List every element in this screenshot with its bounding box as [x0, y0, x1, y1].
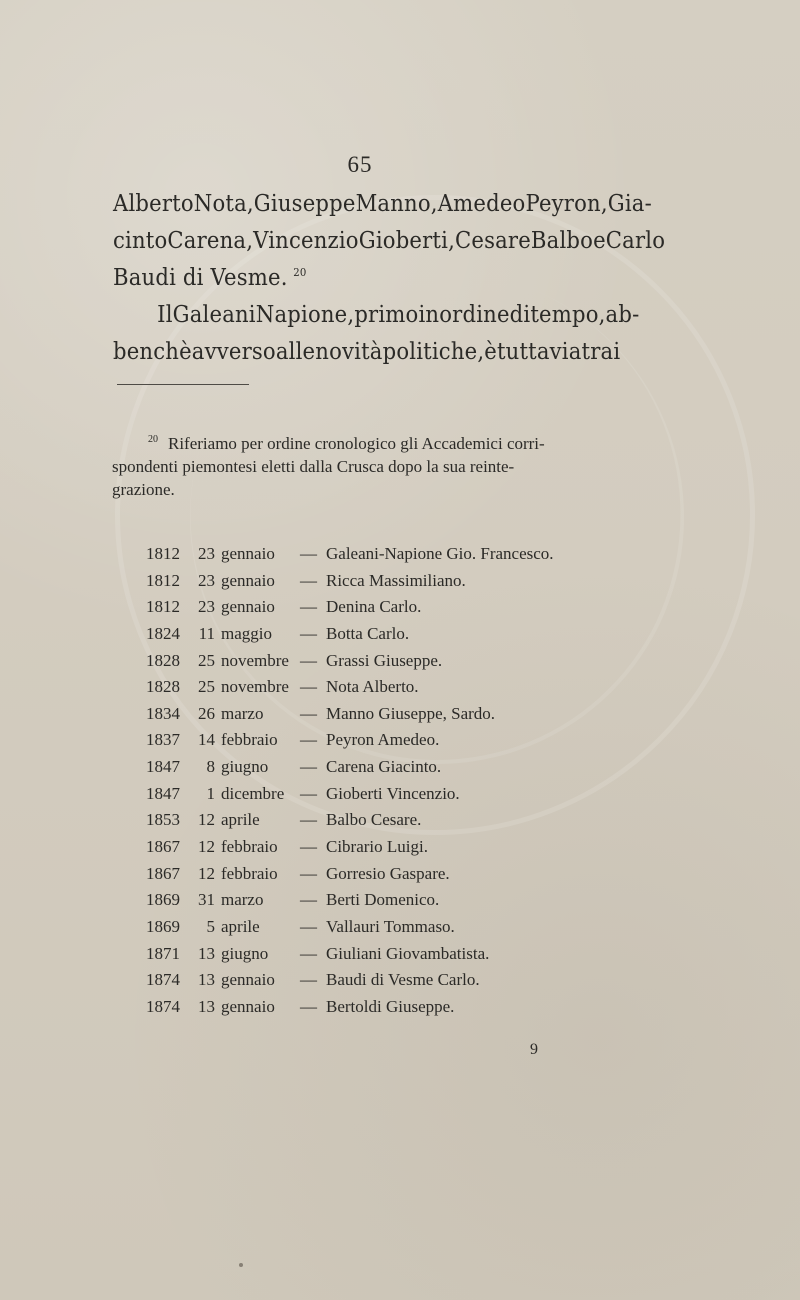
entry-year: 1869	[146, 916, 180, 936]
word: Alberto	[113, 191, 194, 217]
footnote-line-3: grazione.	[112, 480, 175, 499]
list-item	[146, 754, 616, 781]
entry-year: 1853	[146, 810, 180, 830]
list-item	[146, 834, 616, 861]
entry-dash: —	[300, 757, 317, 777]
entry-year: 1834	[146, 703, 180, 723]
entry-year: 1847	[146, 757, 180, 777]
entry-day: 14	[198, 730, 215, 750]
entry-day: 12	[198, 837, 215, 857]
entry-name: Bertoldi Giuseppe.	[326, 996, 455, 1016]
entry-month: aprile	[221, 916, 260, 936]
entry-name: Galeani-Napione Gio. Francesco.	[326, 544, 554, 563]
entry-dash: —	[300, 970, 317, 990]
entry-dash: —	[300, 703, 317, 723]
list-item	[146, 568, 616, 595]
entry-month: gennaio	[221, 597, 275, 617]
list-item	[146, 914, 616, 941]
word: Manno,	[355, 191, 438, 217]
entry-year: 1824	[146, 623, 180, 643]
word: Carlo	[605, 228, 666, 254]
entry-month: febbraio	[221, 863, 278, 883]
entry-dash: —	[300, 783, 317, 803]
entry-year: 1874	[146, 970, 180, 990]
entry-name: Botta Carlo.	[326, 623, 410, 643]
footnote-reference: 20	[293, 266, 307, 280]
word: avverso	[191, 339, 276, 365]
entry-month: febbraio	[221, 837, 278, 857]
main-line-3-text: Baudi di Vesme.	[113, 265, 288, 291]
entry-year: 1871	[146, 943, 180, 963]
entry-year: 1812	[146, 570, 180, 590]
entry-dash: —	[300, 890, 317, 910]
word: politiche,	[382, 339, 485, 365]
paper-speck	[239, 1263, 243, 1267]
word: tra	[581, 339, 614, 365]
word: Vincenzio	[253, 228, 359, 254]
entry-name: Berti Domenico.	[326, 890, 440, 910]
word: i	[613, 339, 621, 365]
list-item	[146, 674, 616, 701]
entry-name: Gorresio Gaspare.	[326, 863, 450, 883]
main-line-4	[113, 297, 640, 334]
entry-month: gennaio	[221, 570, 275, 590]
entry-year: 1812	[146, 597, 180, 617]
list-item	[146, 701, 616, 728]
entry-name: Vallauri Tommaso.	[326, 916, 455, 936]
entry-day: 12	[198, 810, 215, 830]
list-item	[146, 621, 616, 648]
entry-dash: —	[300, 996, 317, 1016]
entry-day: 12	[198, 863, 215, 883]
word: Gioberti,	[358, 228, 455, 254]
entry-day: 31	[198, 890, 215, 910]
word: Balbo	[530, 228, 594, 254]
list-item	[146, 541, 616, 568]
main-line-5	[113, 334, 621, 371]
footnote	[112, 432, 594, 501]
entry-dash: —	[300, 544, 317, 563]
entry-day: 13	[198, 996, 215, 1016]
word: ordine	[439, 302, 510, 328]
word: novità	[315, 339, 383, 365]
entry-month: marzo	[221, 890, 264, 910]
list-item	[146, 967, 616, 994]
entry-day: 23	[198, 544, 215, 563]
main-paragraph	[113, 186, 666, 371]
word: cinto	[113, 228, 168, 254]
entry-day: 13	[198, 970, 215, 990]
entry-name: Ricca Massimiliano.	[326, 570, 466, 590]
word: Nota,	[193, 191, 254, 217]
entry-day: 11	[198, 623, 215, 643]
list-item	[146, 648, 616, 675]
entry-day: 23	[198, 597, 215, 617]
entry-year: 1828	[146, 677, 180, 697]
entry-month: dicembre	[221, 783, 285, 803]
word: Giuseppe	[253, 191, 356, 217]
entry-year: 1869	[146, 890, 180, 910]
entry-day: 25	[198, 677, 215, 697]
entry-name: Balbo Cesare.	[326, 810, 422, 830]
main-line-3	[113, 260, 558, 297]
word: Carena,	[167, 228, 254, 254]
word: è	[484, 339, 497, 365]
footnote-marker: 20	[148, 434, 158, 446]
entry-name: Carena Giacinto.	[326, 757, 442, 777]
entry-name: Baudi di Vesme Carlo.	[326, 970, 480, 990]
entry-name: Peyron Amedeo.	[326, 730, 440, 750]
word: benchè	[113, 339, 192, 365]
entry-day: 5	[206, 916, 215, 936]
word: Peyron,	[525, 191, 608, 217]
entry-year: 1837	[146, 730, 180, 750]
entry-dash: —	[300, 677, 317, 697]
word: in	[418, 302, 440, 328]
entry-day: 8	[206, 757, 215, 777]
list-item	[146, 727, 616, 754]
word: e	[593, 228, 606, 254]
entry-name: Denina Carlo.	[326, 597, 422, 617]
main-line-2	[113, 223, 666, 260]
entry-dash: —	[300, 916, 317, 936]
entry-month: maggio	[221, 623, 272, 643]
entry-name: Gioberti Vincenzio.	[326, 783, 460, 803]
footnote-line-1-text: Riferiamo per ordine cronologico gli Accademici corri-	[168, 434, 545, 453]
entry-name: Cibrario Luigi.	[326, 837, 428, 857]
signature-mark: 9	[530, 1041, 538, 1058]
main-line-1	[113, 186, 652, 223]
entry-month: gennaio	[221, 544, 275, 563]
list-item	[146, 994, 616, 1021]
list-item	[146, 941, 616, 968]
footnote-line-1	[112, 432, 594, 455]
word: ab-	[605, 302, 640, 328]
entry-name: Nota Alberto.	[326, 677, 419, 697]
entry-dash: —	[300, 623, 317, 643]
list-item	[146, 861, 616, 888]
entry-month: novembre	[221, 677, 289, 697]
word: Amedeo	[437, 191, 526, 217]
word: di	[509, 302, 531, 328]
word: Galeani	[172, 302, 256, 328]
entry-year: 1812	[146, 544, 180, 563]
word: Napione,	[255, 302, 355, 328]
entry-day: 1	[206, 783, 215, 803]
entry-year: 1874	[146, 996, 180, 1016]
word: tuttavia	[496, 339, 582, 365]
entry-year: 1867	[146, 863, 180, 883]
word: Gia-	[607, 191, 652, 217]
entry-dash: —	[300, 730, 317, 750]
entry-name: Giuliani Giovambatista.	[326, 943, 490, 963]
entry-dash: —	[300, 863, 317, 883]
entry-day: 23	[198, 570, 215, 590]
entry-year: 1867	[146, 837, 180, 857]
word: Il	[157, 302, 173, 328]
list-item	[146, 594, 616, 621]
entry-dash: —	[300, 570, 317, 590]
entry-month: novembre	[221, 650, 289, 670]
entry-year: 1828	[146, 650, 180, 670]
list-item	[146, 887, 616, 914]
entry-month: gennaio	[221, 996, 275, 1016]
footnote-separator	[117, 384, 249, 385]
entry-dash: —	[300, 943, 317, 963]
entry-dash: —	[300, 597, 317, 617]
list-item	[146, 781, 616, 808]
word: tempo,	[530, 302, 606, 328]
list-item	[146, 807, 616, 834]
entry-month: marzo	[221, 703, 264, 723]
page-number: 65	[347, 152, 373, 177]
entry-name: Grassi Giuseppe.	[326, 650, 443, 670]
entry-month: giugno	[221, 943, 269, 963]
entry-dash: —	[300, 650, 317, 670]
entry-month: gennaio	[221, 970, 275, 990]
entry-month: aprile	[221, 810, 260, 830]
entry-month: febbraio	[221, 730, 278, 750]
word: alle	[275, 339, 316, 365]
entry-dash: —	[300, 810, 317, 830]
footnote-line-2: spondenti piemontesi eletti dalla Crusca dopo la sua reinte-	[112, 457, 515, 476]
footnote-line-1-wrap	[148, 432, 545, 455]
entry-year: 1847	[146, 783, 180, 803]
word: Cesare	[454, 228, 531, 254]
entry-month: giugno	[221, 757, 269, 777]
word: primo	[354, 302, 419, 328]
entry-name: Manno Giuseppe, Sardo.	[326, 703, 496, 723]
academicians-list	[146, 541, 616, 1021]
entry-dash: —	[300, 837, 317, 857]
entry-day: 26	[198, 703, 215, 723]
entry-day: 25	[198, 650, 215, 670]
entry-day: 13	[198, 943, 215, 963]
